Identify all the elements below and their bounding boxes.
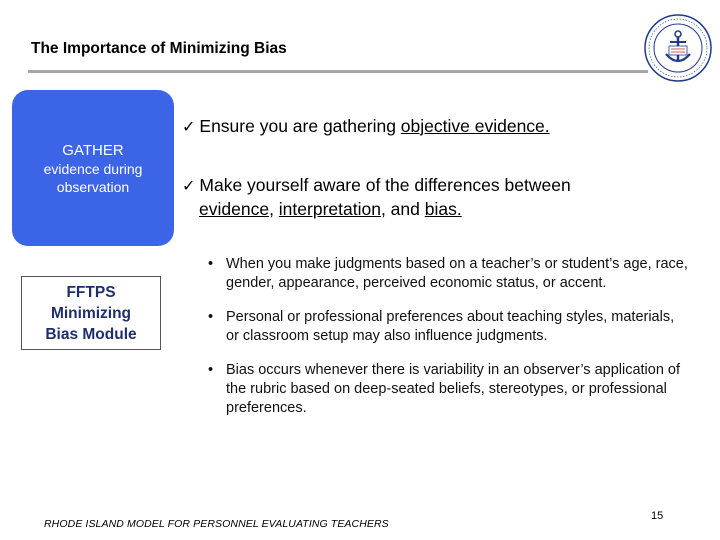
check1-text: Ensure you are gathering	[199, 116, 401, 136]
gather-word: GATHER	[62, 142, 124, 159]
check2-terms	[182, 198, 652, 221]
bias-module-box	[21, 276, 161, 350]
anchor-seal-icon	[642, 12, 714, 84]
title-divider	[28, 70, 648, 73]
term-separator: ,	[269, 199, 279, 219]
module-line-3: Bias Module	[45, 325, 137, 343]
bias-bullet-list	[208, 255, 688, 418]
page-number: 15	[651, 510, 664, 522]
list-item: • When you make judgments based on a teacher’s or student’s age, race, gender, appearance, perceived economic status, or accent.	[208, 255, 688, 293]
checkmark-icon: ✓	[182, 178, 196, 195]
list-item: • Bias occurs whenever there is variability in an observer’s application of the rubric based on deep-seated beliefs, stereotypes, or professional preferences.	[208, 361, 688, 418]
evidence-during-text: evidence during	[43, 161, 143, 177]
objective-evidence-term: objective evidence.	[400, 116, 550, 136]
check-item-differences	[182, 174, 652, 221]
evidence-term: evidence	[199, 199, 270, 219]
observation-text: observation	[56, 179, 130, 195]
interpretation-term: interpretation	[278, 199, 381, 219]
module-line-1: FFTPS	[66, 283, 116, 301]
slide-title: The Importance of Minimizing Bias	[31, 40, 287, 57]
check2-text: Make yourself aware of the differences between	[199, 175, 571, 195]
check-item-objective	[182, 115, 550, 139]
term-separator: , and	[380, 199, 425, 219]
bias-term: bias.	[424, 199, 462, 219]
list-item: • Personal or professional preferences about teaching styles, materials, or classroom setup may also influence judgments.	[208, 308, 688, 346]
gather-evidence-box	[12, 90, 174, 246]
footer-text: RHODE ISLAND MODEL FOR PERSONNEL EVALUATING TEACHERS	[44, 518, 389, 530]
checkmark-icon: ✓	[182, 119, 196, 136]
module-line-2: Minimizing	[50, 304, 132, 322]
